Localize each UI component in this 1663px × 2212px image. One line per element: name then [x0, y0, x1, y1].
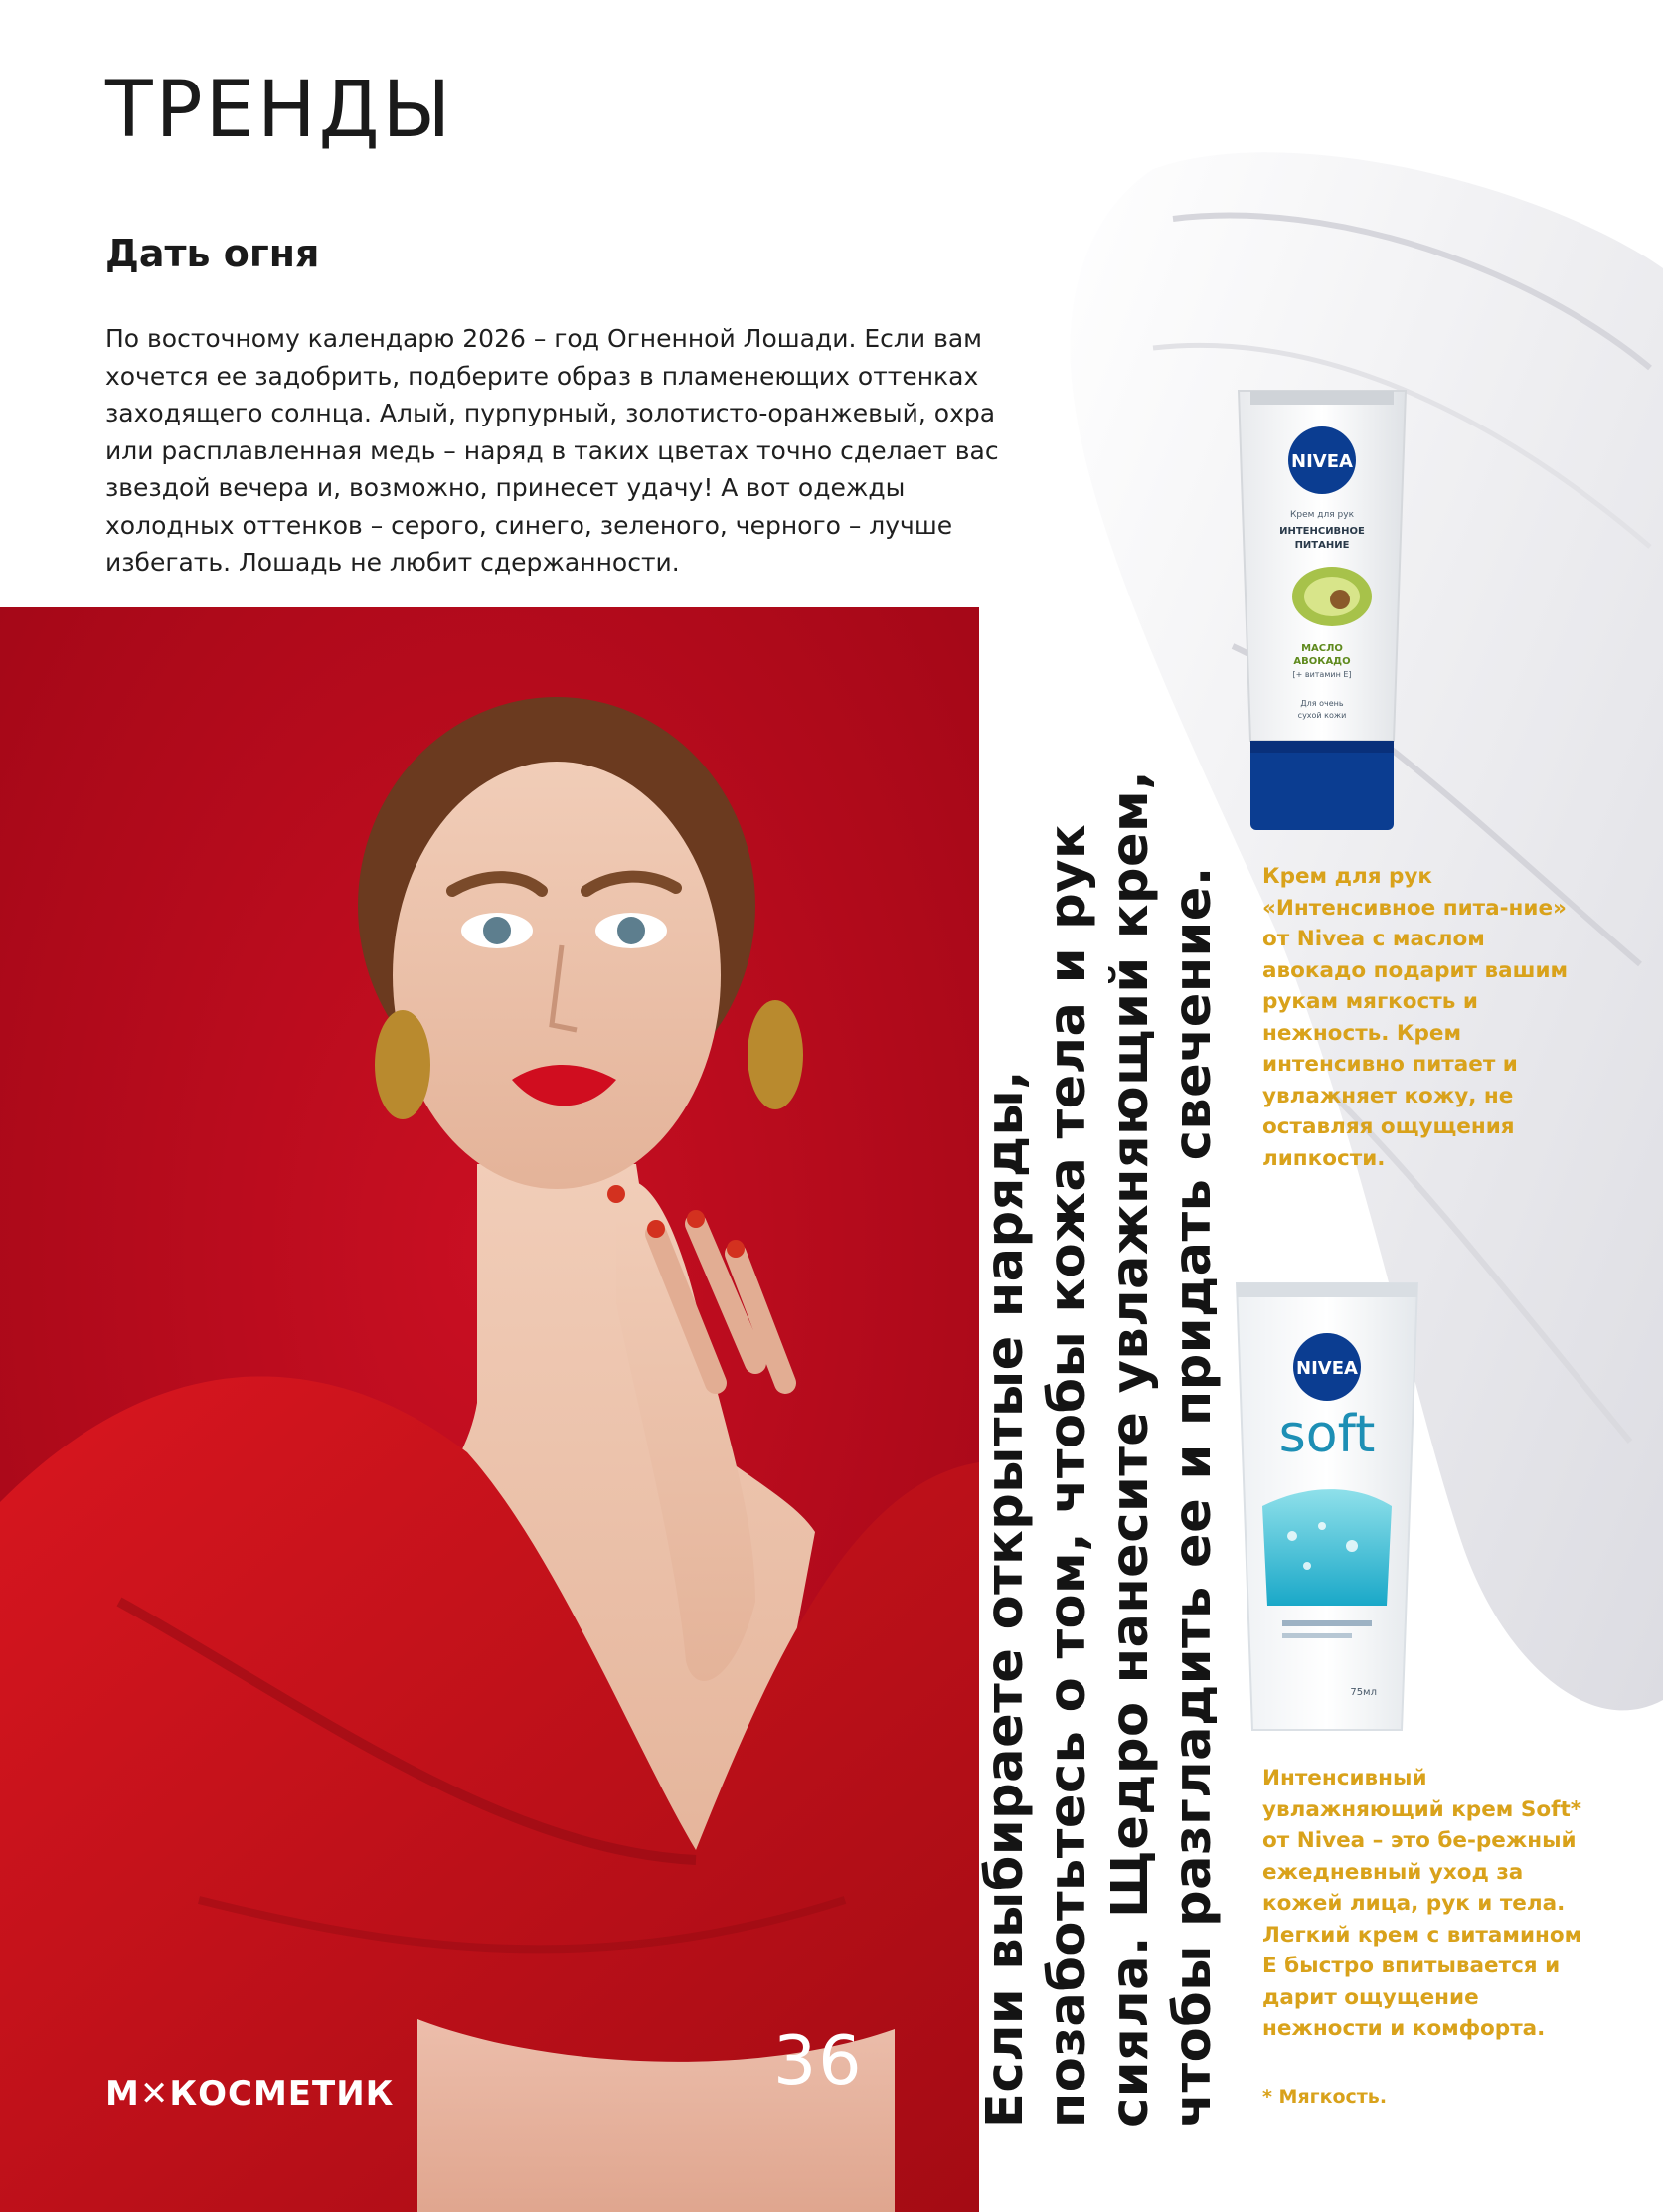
- pack-line: ПИТАНИЕ: [1294, 540, 1350, 551]
- pack-brand-1: NIVEA: [1291, 451, 1353, 472]
- pack-line: сухой кожи: [1297, 711, 1347, 720]
- pack-line: АВОКАДО: [1293, 656, 1351, 667]
- pack-line: [+ витамин Е]: [1292, 670, 1352, 679]
- pack-line: МАСЛО: [1301, 643, 1343, 654]
- rotated-quote: Если выбираете открытые наряды, позаботьтесь о том, чтобы кожа тела и рук сияла. Щедро нанесите увлажняющий крем, чтобы разгладить ее и придать свечение.: [976, 769, 1223, 2127]
- brand-logo: М✕КОСМЕТИК: [105, 2074, 395, 2114]
- pack-line: soft: [1278, 1405, 1376, 1464]
- footnote: * Мягкость.: [1262, 2086, 1388, 2108]
- intro-paragraph: По восточному календарю 2026 – год Огненной Лошади. Если вам хочется ее задобрить, подберите образ в пламенеющих оттенках заходящего солнца. Алый, пурпурный, золотисто-оранжевый, охра или расплавленная медь – наряд в таких цветах точно сделает вас звездой вечера и, возможно, принесет удачу! А вот одежды холодных оттенков – серого, синего, зеленого, черного – лучше избегать. Лошадь не любит сдержанности.: [105, 324, 999, 577]
- section-title: ТРЕНДЫ: [105, 66, 454, 155]
- pack-line: Крем для рук: [1289, 510, 1355, 520]
- page-number: 36: [773, 2022, 864, 2101]
- pack-line: Для очень: [1300, 699, 1344, 708]
- product-caption-2: Интенсивный увлажняющий крем Soft* от Nivea – это бе-режный ежедневный уход за кожей лица, рук и тела. Легкий крем с витамином Е быстро впитывается и дарит ощущение нежности и комфорта.: [1262, 1766, 1582, 2041]
- product-caption-1: Крем для рук «Интенсивное пита-ние» от Nivea с маслом авокадо подарит вашим рукам мягкость и нежность. Крем интенсивно питает и увлажняет кожу, не оставляя ощущения липкости.: [1262, 864, 1569, 1171]
- nivea-hand-cream-tube: [1233, 383, 1412, 840]
- pack-brand-2: NIVEA: [1296, 1358, 1358, 1379]
- pack-line: 75мл: [1350, 1687, 1377, 1698]
- pack-line: ИНТЕНСИВНОЕ: [1279, 526, 1365, 537]
- article-subtitle: Дать огня: [105, 232, 320, 275]
- nivea-soft-tube: [1233, 1277, 1421, 1745]
- model-photo: [0, 607, 979, 2212]
